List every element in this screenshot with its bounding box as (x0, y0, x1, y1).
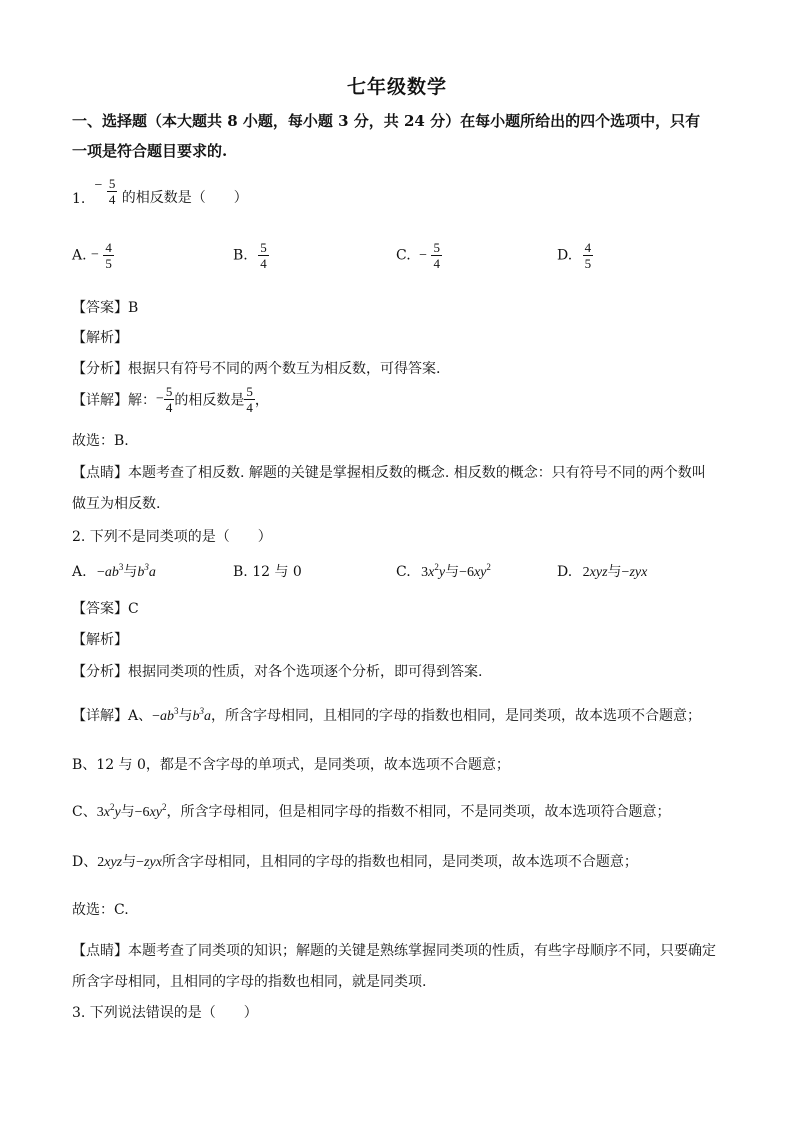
q1-option-b-label: B. (233, 247, 248, 264)
q2-xiangjie-d-text: 所含字母相同，且相同的字母的指数也相同，是同类项，故本选项不合题意； (161, 854, 638, 870)
q1-guxuan: 故选：B. (72, 433, 129, 449)
q2-guxuan: 故选：C. (72, 902, 129, 918)
q2-xiangjie-c-prefix: C、 (72, 804, 97, 820)
q1-number: 1. (72, 191, 86, 207)
q2-xiangjie-d-prefix: D、 (72, 854, 98, 870)
q2-option-b: B. 12 与 0 (233, 564, 302, 580)
q2-xiangjie-a-prefix: 【详解】A、 (72, 708, 153, 724)
q2-option-a (72, 561, 156, 581)
q2-fenxi: 【分析】根据同类项的性质，对各个选项逐个分析，即可得到答案. (72, 664, 483, 680)
q1-option-c-denominator: 4 (433, 256, 440, 271)
q2-option-d-expr2: −zyx (621, 565, 648, 580)
q2-xiangjie-d-yu: 与 (122, 854, 137, 870)
q2-dianjing-line1: 【点睛】本题考查了同类项的知识；解题的关键是熟练掌握同类项的性质，有些字母顺序不同，只要确定 (72, 943, 716, 959)
q1-xiangjie-minus: − (156, 391, 164, 407)
q1-answer: 【答案】B (72, 300, 139, 316)
q2-xiangjie-a-yu: 与 (178, 708, 193, 724)
q2-xiangjie-d-expr1: 2xyz (97, 855, 123, 870)
q2-option-d-label: D. (557, 564, 573, 580)
q2-option-c-expr2: $-6xy^2$ (459, 562, 491, 580)
q2-xiangjie-d (72, 851, 638, 871)
q1-option-a-numerator: 4 (105, 240, 112, 255)
q1-fraction (107, 176, 118, 207)
q2-option-a-expr2: $b^3a$ (137, 562, 156, 580)
q2-option-d-yu: 与 (607, 564, 622, 580)
q2-stem: 2. 下列不是同类项的是（ ） (72, 529, 272, 545)
q1-fraction-denominator: 4 (108, 192, 116, 207)
q2-xiangjie-b: B、12 与 0，都是不含字母的单项式，是同类项，故本选项不合题意； (72, 757, 510, 773)
q1-xiangjie (72, 384, 269, 415)
q1-option-c-minus: − (419, 247, 428, 263)
q2-xiangjie-c-expr1: $3x^2y$ (96, 802, 121, 820)
q1-xiangjie-fraction-2-denominator: 4 (246, 400, 253, 415)
q1-xiangjie-end: ， (254, 392, 269, 409)
q1-option-a (72, 240, 114, 271)
q1-minus: − (94, 178, 103, 194)
q1-xiangjie-fraction-1 (164, 384, 175, 415)
q2-option-c-label: C. (396, 564, 411, 580)
q1-dianjing-line2: 做互为相反数. (72, 496, 161, 512)
q3-stem: 3. 下列说法错误的是（ ） (72, 1005, 258, 1021)
q2-xiangjie-c-expr2: $-6xy^2$ (134, 802, 167, 820)
q1-option-a-fraction (103, 240, 114, 271)
q2-xiangjie-c-yu: 与 (120, 804, 135, 820)
q1-xiangjie-prefix: 【详解】解： (72, 392, 156, 409)
q1-option-c-numerator: 5 (433, 240, 440, 255)
q2-option-a-label: A. (72, 564, 87, 580)
q1-analysis-label: 【解析】 (72, 330, 128, 346)
q1-stem (72, 176, 248, 207)
q1-option-b-fraction (258, 240, 269, 271)
q1-option-d-denominator: 5 (584, 256, 592, 271)
q2-option-c-expr1: $3x^2y$ (421, 562, 446, 580)
q1-xiangjie-fraction-2-numerator: 5 (246, 384, 253, 399)
q1-xiangjie-fraction-1-denominator: 4 (165, 400, 173, 415)
q1-option-c (396, 240, 442, 271)
q1-option-c-label: C. (396, 247, 411, 264)
q2-option-c-yu: 与 (445, 564, 460, 580)
q1-fenxi: 【分析】根据只有符号不同的两个数互为相反数，可得答案. (72, 361, 441, 377)
q1-option-b-numerator: 5 (260, 240, 267, 255)
q1-option-d-label: D. (557, 247, 573, 264)
q1-option-d-fraction (583, 240, 594, 271)
q2-xiangjie-c-text: ，所含字母相同，但是相同字母的指数不相同，不是同类项，故本选项符合题意； (166, 804, 671, 820)
q2-xiangjie-a-expr1: $-ab^3$ (152, 706, 179, 724)
q1-xiangjie-fraction-2 (244, 384, 255, 415)
q1-option-b-denominator: 4 (260, 256, 267, 271)
q1-option-a-label: A. (72, 247, 87, 264)
q2-option-d (557, 561, 647, 581)
section-header-line2: 一项是符合题目要求的. (72, 142, 228, 160)
page-title: 七年级数学 (346, 76, 447, 98)
section-header-line1: 一、选择题（本大题共 8 小题，每小题 3 分，共 24 分）在每小题所给出的四个选项中，只有 (72, 112, 701, 130)
q1-fraction-numerator: 5 (108, 176, 116, 191)
q1-xiangjie-middle: 的相反数是 (174, 392, 245, 409)
q2-xiangjie-c (72, 801, 671, 821)
q1-option-b (233, 240, 269, 271)
q1-dianjing-line1: 【点睛】本题考查了相反数. 解题的关键是掌握相反数的概念. 相反数的概念：只有符号不同的两个数叫 (72, 465, 706, 481)
q1-xiangjie-fraction-1-numerator: 5 (165, 384, 173, 399)
q1-option-c-fraction (431, 240, 442, 271)
q2-xiangjie-a-expr2: $b^3a$ (192, 706, 212, 724)
q2-option-d-expr1: 2xyz (582, 565, 608, 580)
q2-xiangjie-d-expr2: −zyx (136, 855, 162, 870)
q1-option-d (557, 240, 593, 271)
q2-option-a-yu: 与 (123, 564, 138, 580)
q2-xiangjie-a (72, 705, 701, 725)
q2-option-a-expr1: $-ab^3$ (97, 562, 124, 580)
q2-dianjing-line2: 所含字母相同，且相同的字母的指数也相同，就是同类项. (72, 974, 427, 990)
q1-option-a-minus: − (91, 247, 99, 263)
q1-stem-text: 的相反数是（ ） (121, 190, 248, 206)
q2-option-c (396, 561, 491, 581)
q1-option-d-numerator: 4 (584, 240, 592, 255)
q2-answer: 【答案】C (72, 601, 139, 617)
q1-option-a-denominator: 5 (105, 256, 112, 271)
q2-xiangjie-a-text: ，所含字母相同，且相同的字母的指数也相同，是同类项，故本选项不合题意； (211, 708, 702, 724)
q2-analysis-label: 【解析】 (72, 632, 128, 648)
